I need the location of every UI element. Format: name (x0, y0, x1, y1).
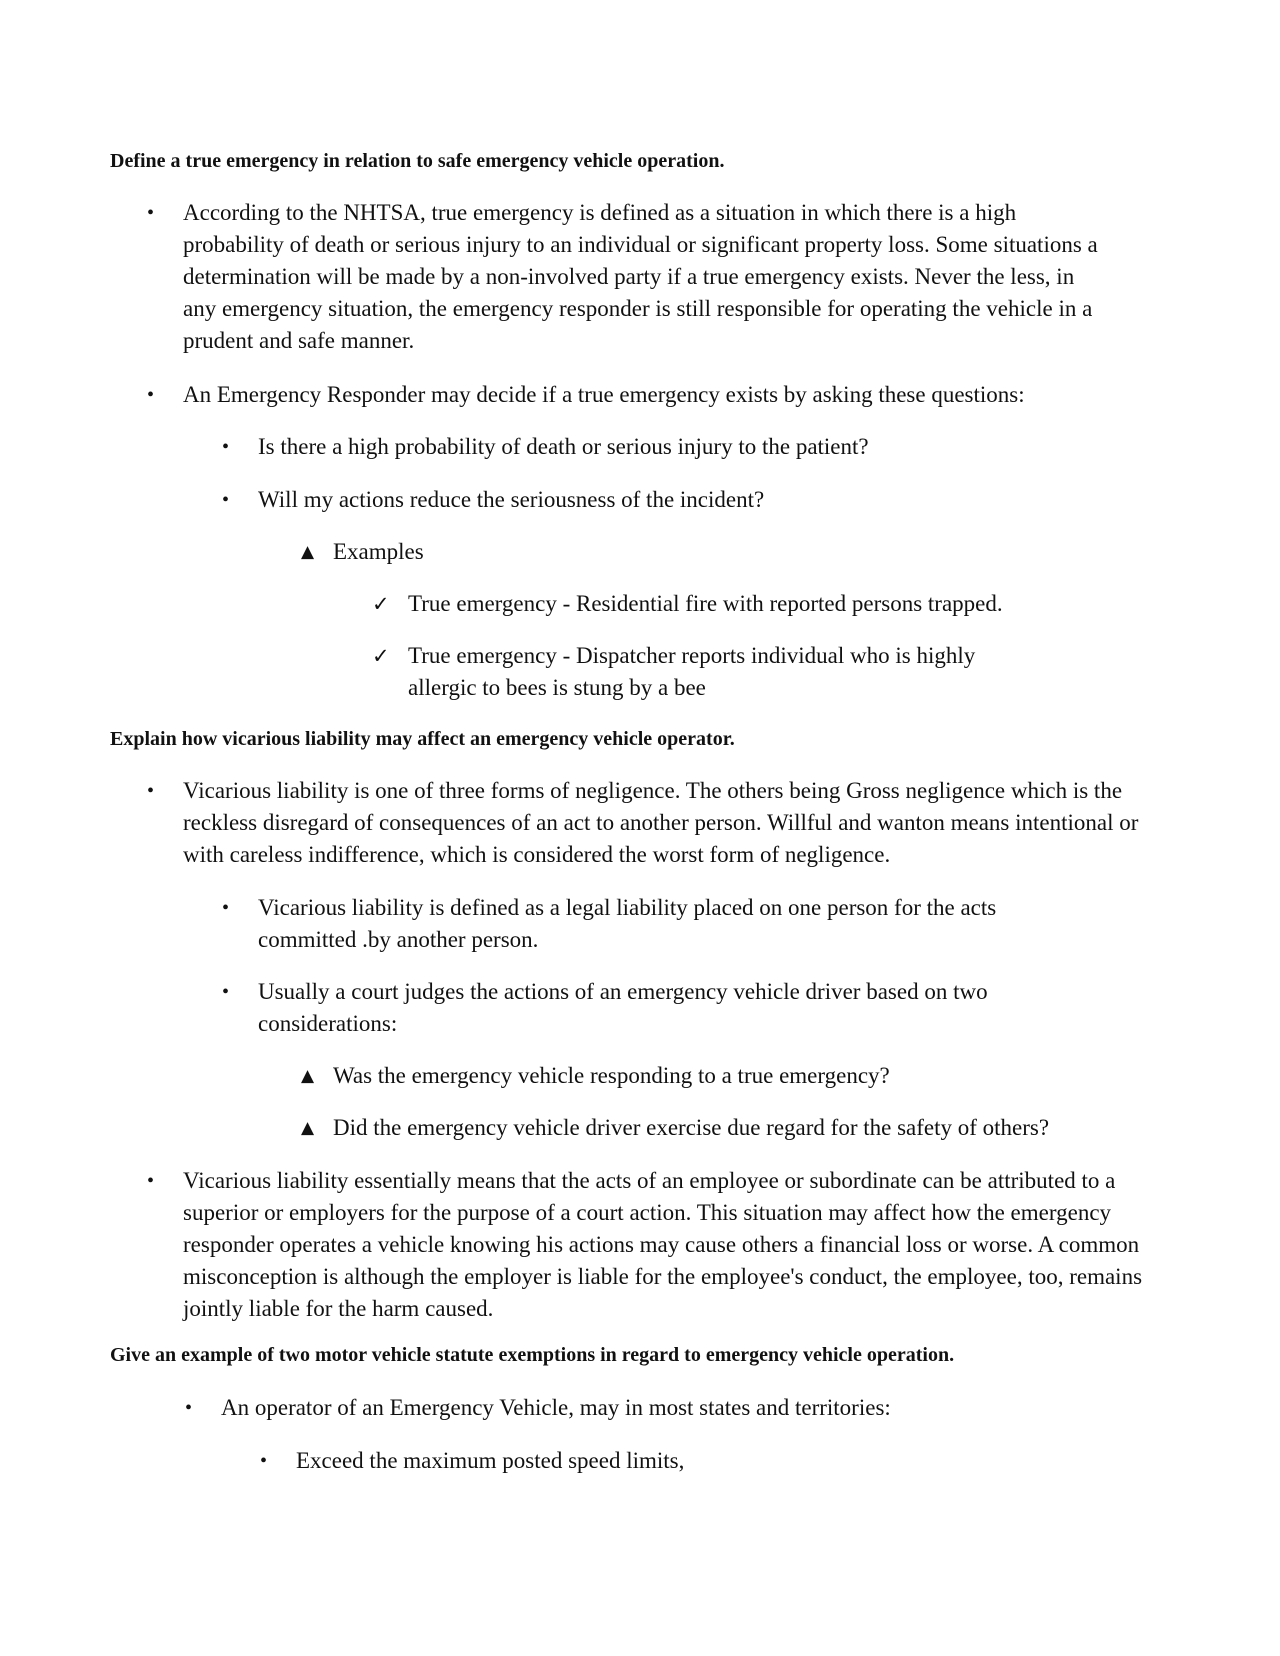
list-item-exceed-speed: Exceed the maximum posted speed limits, (296, 1448, 685, 1473)
triangle-icon: ▲ (301, 542, 315, 562)
list-item-example-fire: True emergency - Residential fire with reported persons trapped. (408, 591, 1003, 616)
bullet-marker: • (222, 897, 230, 919)
paragraph-forms-of-negligence: Vicarious liability is one of three forms of negligence. The others being Gross negligence which is the reckless disregard of consequences of an act to another person. Willful and wanton means intentional or with careless indifference, which is considered the worst form of negligence. (183, 778, 1139, 867)
list-item-example-bee: True emergency - Dispatcher reports individual who is highly allergic to bees is stung by a bee (408, 643, 976, 700)
list-item-consideration-2: Did the emergency vehicle driver exercise due regard for the safety of others? (333, 1115, 1050, 1140)
bullet-marker: • (222, 436, 230, 458)
list-item-liability-definition: Vicarious liability is defined as a legal liability placed on one person for the acts committed .by another person. (258, 895, 997, 952)
section-heading-true-emergency: Define a true emergency in relation to safe emergency vehicle operation. (110, 150, 725, 172)
section-heading-vicarious-liability: Explain how vicarious liability may affect an emergency vehicle operator. (110, 728, 735, 750)
list-item-examples: Examples (333, 539, 424, 564)
bullet-marker: • (222, 489, 230, 511)
bullet-marker: • (260, 1450, 268, 1472)
list-item-responder-questions: An Emergency Responder may decide if a true emergency exists by asking these questions: (183, 382, 1025, 407)
list-item-consideration-1: Was the emergency vehicle responding to a true emergency? (333, 1063, 890, 1088)
bullet-marker: • (147, 1170, 155, 1192)
list-item-operator-may: An operator of an Emergency Vehicle, may in most states and territories: (221, 1395, 891, 1420)
list-item-question-1: Is there a high probability of death or serious injury to the patient? (258, 434, 869, 459)
bullet-marker: • (147, 202, 155, 224)
paragraph-nhtsa-definition: According to the NHTSA, true emergency is defined as a situation in which there is a high probability of death or serious injury to an individual or significant property loss. Some situations a determination will be made by a non-involved party if a true emergency exists. Never the less, in any emergency situation, the emergency responder is still responsible for operating the vehicle in a prudent and safe manner. (183, 200, 1098, 353)
bullet-marker: • (147, 780, 155, 802)
bullet-marker: • (222, 981, 230, 1003)
triangle-icon: ▲ (301, 1118, 315, 1138)
list-item-court-considerations: Usually a court judges the actions of an emergency vehicle driver based on two considerations: (258, 979, 988, 1036)
section-heading-statute-exemptions: Give an example of two motor vehicle statute exemptions in regard to emergency vehicle operation. (110, 1344, 955, 1366)
triangle-icon: ▲ (301, 1066, 315, 1086)
checkmark-icon: ✓ (372, 592, 390, 616)
bullet-marker: • (185, 1397, 193, 1419)
list-item-question-2: Will my actions reduce the seriousness of the incident? (258, 487, 765, 512)
checkmark-icon: ✓ (372, 644, 390, 668)
bullet-marker: • (147, 384, 155, 406)
paragraph-employer-liability: Vicarious liability essentially means that the acts of an employee or subordinate can be attributed to a superior or employers for the purpose of a court action. This situation may affect how the emergency responder operates a vehicle knowing his actions may cause others a financial loss or worse. A common misconception is although the employer is liable for the employee's conduct, the employee, too, remains jointly liable for the harm caused. (183, 1168, 1143, 1321)
